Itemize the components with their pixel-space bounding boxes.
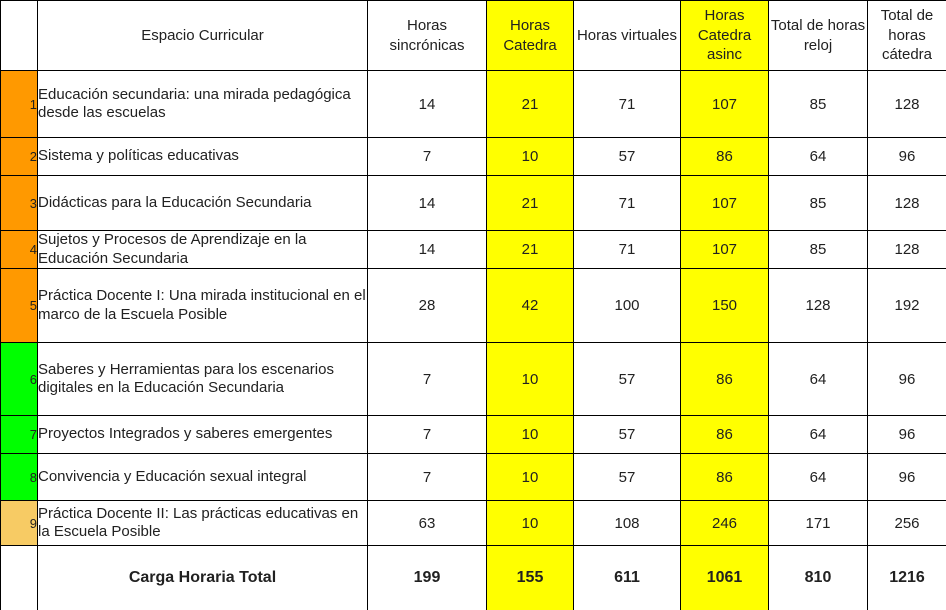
value-cell: 14 <box>368 71 487 138</box>
value-cell: 192 <box>868 269 946 343</box>
value-cell: 150 <box>681 269 769 343</box>
value-cell: 96 <box>868 138 946 176</box>
value-cell: 86 <box>681 454 769 501</box>
value-cell: 57 <box>574 416 681 454</box>
value-cell: 128 <box>868 71 946 138</box>
total-value-cell: 199 <box>368 546 487 610</box>
row-number: 2 <box>1 138 38 176</box>
value-cell: 42 <box>487 269 574 343</box>
row-number: 8 <box>1 454 38 501</box>
value-cell: 7 <box>368 343 487 416</box>
row-number: 7 <box>1 416 38 454</box>
table-row <box>1 343 946 416</box>
value-cell: 64 <box>769 343 868 416</box>
table-row <box>1 71 946 138</box>
total-value-cell: 1216 <box>868 546 946 610</box>
value-cell: 86 <box>681 343 769 416</box>
row-number: 5 <box>1 269 38 343</box>
value-cell: 10 <box>487 343 574 416</box>
subject-name: Educación secundaria: una mirada pedagógica desde las escuelas <box>38 71 368 138</box>
value-cell: 108 <box>574 501 681 546</box>
table-row <box>1 176 946 231</box>
value-cell: 86 <box>681 138 769 176</box>
value-cell: 85 <box>769 231 868 269</box>
value-cell: 100 <box>574 269 681 343</box>
subject-name: Práctica Docente I: Una mirada institucional en el marco de la Escuela Posible <box>38 269 368 343</box>
value-cell: 7 <box>368 416 487 454</box>
value-cell: 171 <box>769 501 868 546</box>
corner-cell <box>1 1 38 71</box>
value-cell: 64 <box>769 416 868 454</box>
subject-name: Sistema y políticas educativas <box>38 138 368 176</box>
value-cell: 71 <box>574 231 681 269</box>
value-cell: 63 <box>368 501 487 546</box>
subject-name: Didácticas para la Educación Secundaria <box>38 176 368 231</box>
value-cell: 21 <box>487 71 574 138</box>
value-cell: 85 <box>769 176 868 231</box>
value-cell: 57 <box>574 138 681 176</box>
value-cell: 28 <box>368 269 487 343</box>
value-cell: 71 <box>574 71 681 138</box>
value-cell: 71 <box>574 176 681 231</box>
row-number: 6 <box>1 343 38 416</box>
row-number: 1 <box>1 71 38 138</box>
value-cell: 10 <box>487 416 574 454</box>
row-number: 4 <box>1 231 38 269</box>
header-horas-catedra-asinc: Horas Catedra asinc <box>681 1 769 71</box>
value-cell: 64 <box>769 454 868 501</box>
total-value-cell: 611 <box>574 546 681 610</box>
value-cell: 57 <box>574 454 681 501</box>
value-cell: 57 <box>574 343 681 416</box>
value-cell: 107 <box>681 231 769 269</box>
total-row-empty-cell <box>1 546 38 610</box>
value-cell: 246 <box>681 501 769 546</box>
subject-name: Convivencia y Educación sexual integral <box>38 454 368 501</box>
row-number: 9 <box>1 501 38 546</box>
value-cell: 10 <box>487 138 574 176</box>
total-value-cell: 155 <box>487 546 574 610</box>
value-cell: 14 <box>368 231 487 269</box>
table-row <box>1 138 946 176</box>
subject-name: Práctica Docente II: Las prácticas educativas en la Escuela Posible <box>38 501 368 546</box>
subject-name: Proyectos Integrados y saberes emergentes <box>38 416 368 454</box>
table-row <box>1 269 946 343</box>
value-cell: 21 <box>487 231 574 269</box>
subject-name: Sujetos y Procesos de Aprendizaje en la Educación Secundaria <box>38 231 368 269</box>
value-cell: 10 <box>487 501 574 546</box>
total-row <box>1 546 946 610</box>
header-horas-catedra: Horas Catedra <box>487 1 574 71</box>
header-row <box>1 1 946 71</box>
value-cell: 64 <box>769 138 868 176</box>
value-cell: 86 <box>681 416 769 454</box>
value-cell: 256 <box>868 501 946 546</box>
total-row-label: Carga Horaria Total <box>38 546 368 610</box>
value-cell: 107 <box>681 71 769 138</box>
header-espacio-curricular: Espacio Curricular <box>38 1 368 71</box>
header-total-horas-reloj: Total de horas reloj <box>769 1 868 71</box>
value-cell: 128 <box>769 269 868 343</box>
header-horas-sincronicas: Horas sincrónicas <box>368 1 487 71</box>
value-cell: 7 <box>368 454 487 501</box>
total-value-cell: 810 <box>769 546 868 610</box>
value-cell: 96 <box>868 416 946 454</box>
value-cell: 128 <box>868 231 946 269</box>
value-cell: 21 <box>487 176 574 231</box>
header-horas-virtuales: Horas virtuales <box>574 1 681 71</box>
value-cell: 14 <box>368 176 487 231</box>
table-row <box>1 501 946 546</box>
value-cell: 85 <box>769 71 868 138</box>
total-value-cell: 1061 <box>681 546 769 610</box>
subject-name: Saberes y Herramientas para los escenarios digitales en la Educación Secundaria <box>38 343 368 416</box>
table-row <box>1 454 946 501</box>
value-cell: 128 <box>868 176 946 231</box>
value-cell: 7 <box>368 138 487 176</box>
value-cell: 96 <box>868 343 946 416</box>
table-row <box>1 416 946 454</box>
table-row <box>1 231 946 269</box>
row-number: 3 <box>1 176 38 231</box>
value-cell: 10 <box>487 454 574 501</box>
header-total-horas-catedra: Total de horas cátedra <box>868 1 946 71</box>
value-cell: 107 <box>681 176 769 231</box>
value-cell: 96 <box>868 454 946 501</box>
